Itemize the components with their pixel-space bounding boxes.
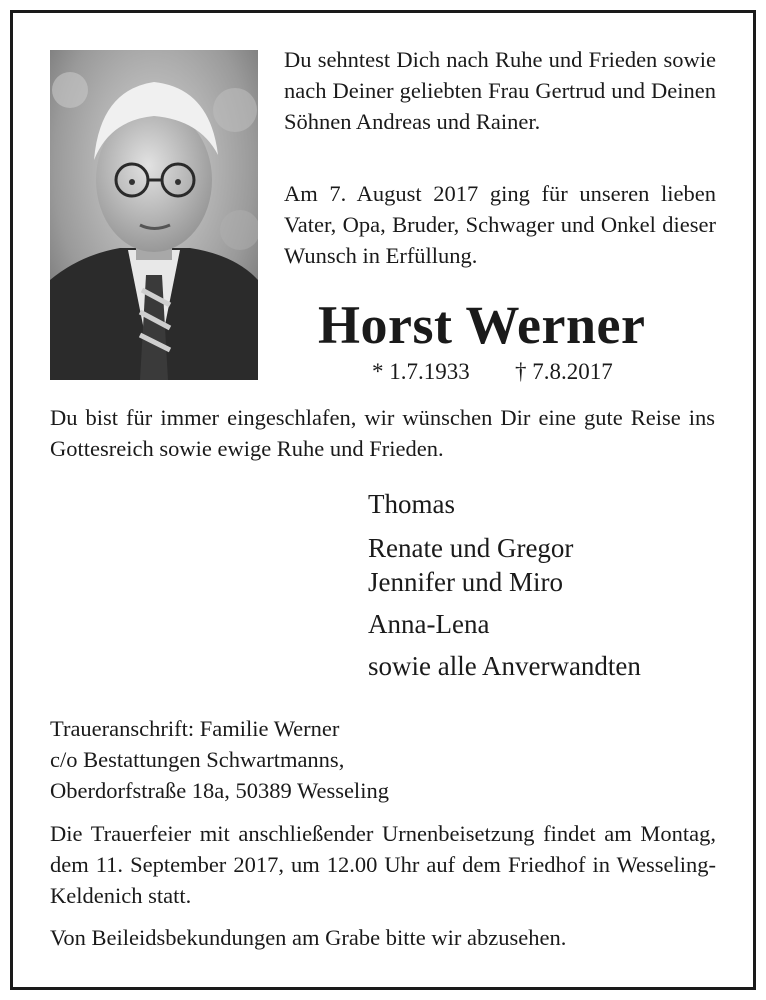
address-line: c/o Bestattungen Schwartmanns, [50,747,345,772]
ceremony-text: Die Trauerfeier mit anschließender Urnenbeisetzung findet am Montag, dem 11. September 2017, um 12.00 Uhr auf dem Friedhof in Wesseling-Keldenich statt. [50,821,716,908]
family-member: Jennifer und Miro [368,567,563,597]
family-member: Renate und Gregor [368,533,574,563]
address-line: Traueranschrift: Familie Werner [50,716,340,741]
portrait-photo [50,50,258,380]
birth-date: * 1.7.1933 [372,359,470,384]
intro-paragraph: Du sehntest Dich nach Ruhe und Frieden sowie nach Deiner geliebten Frau Gertrud und Deinen Söhnen Andreas und Rainer. [284,47,716,134]
family-member: sowie alle Anverwandten [368,651,641,681]
portrait-illustration [50,50,258,380]
deceased-name: Horst Werner [318,295,646,355]
family-member: Thomas [368,489,455,519]
address-line: Oberdorfstraße 18a, 50389 Wesseling [50,778,389,803]
farewell-text: Du bist für immer eingeschlafen, wir wünschen Dir eine gute Reise ins Gottesreich sowie ewige Ruhe und Frieden. [50,405,715,461]
condolence-note: Von Beileidsbekundungen am Grabe bitte wir abzusehen. [50,925,567,950]
second-paragraph: Am 7. August 2017 ging für unseren lieben Vater, Opa, Bruder, Schwager und Onkel dieser Wunsch in Erfüllung. [284,181,716,268]
death-date: † 7.8.2017 [515,359,613,384]
family-member: Anna-Lena [368,609,490,639]
